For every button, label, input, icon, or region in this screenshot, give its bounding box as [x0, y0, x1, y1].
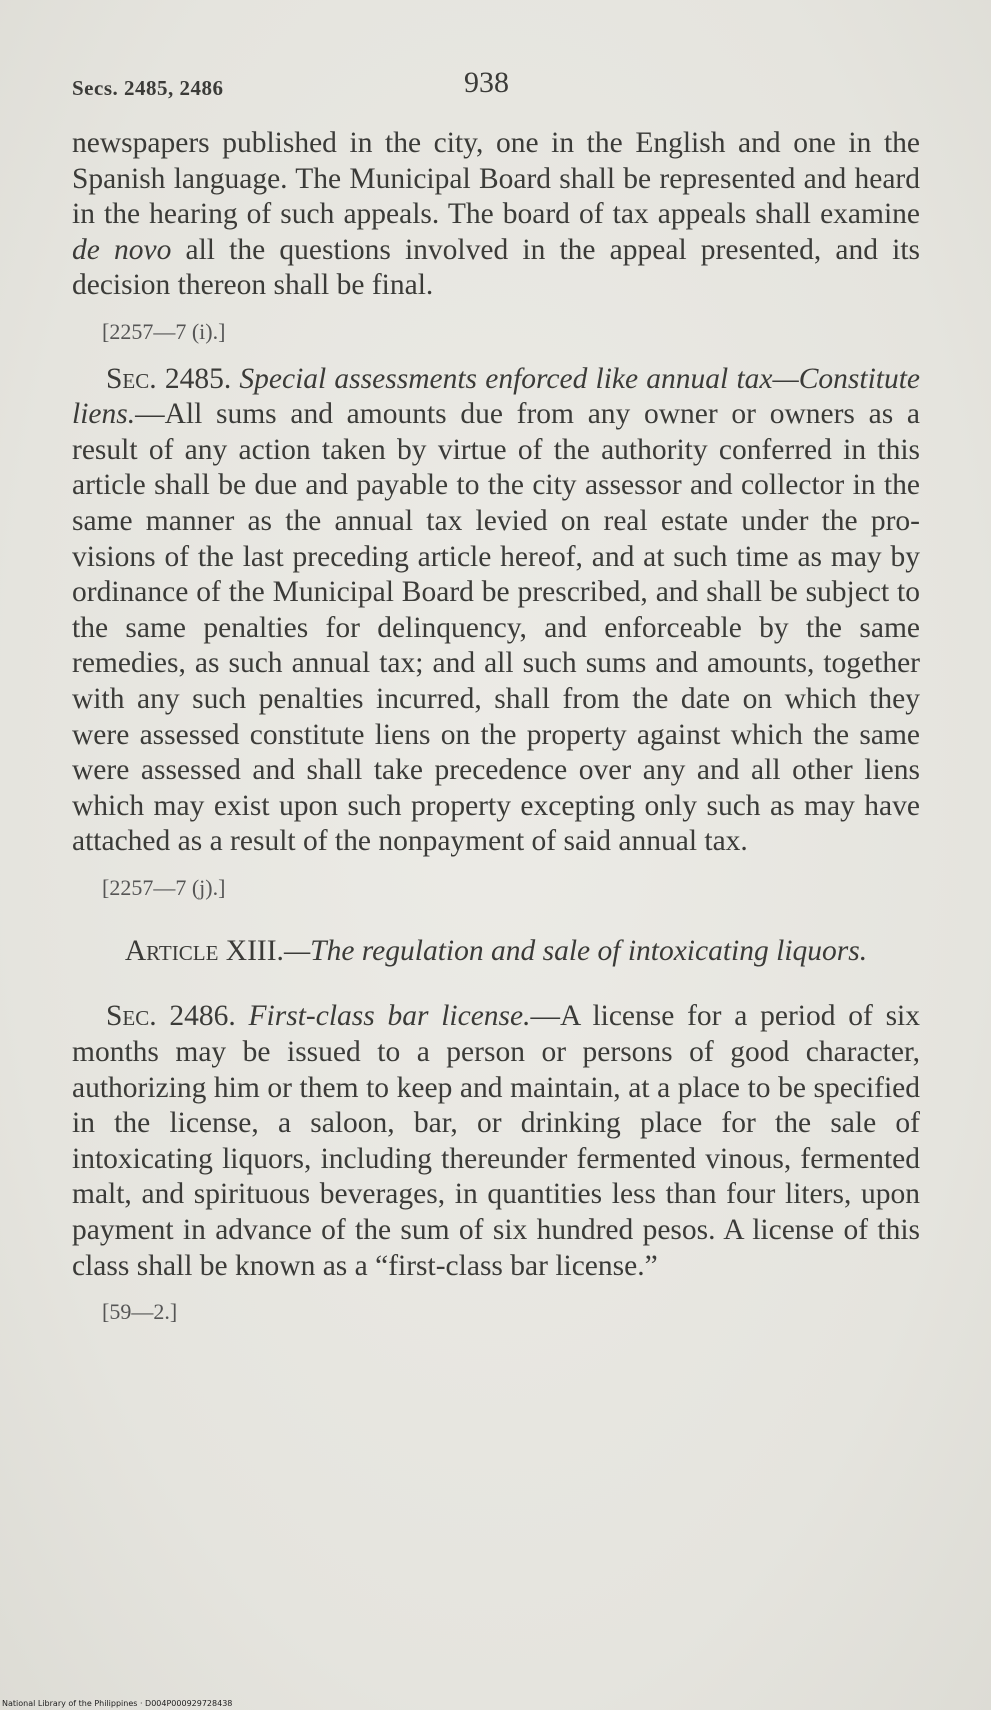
section-title: Special assessments enforced like annual tax—Constitute liens. — [72, 362, 921, 431]
section-body: —All sums and amounts due from any owner or owners as a result of any action taken by virtue of the authority conferred in this article shall be due and payable to the city assessor and collector in the same manner as the annual tax levied on real estate under the provisions of the last preceding article hereof, and at such time as may by ordinance of the Municipal Board be prescribed, and shall be subject to the same penalties for delinquency, and enforceable by the same remedies, as such annual tax; and all such sums and amounts, together with any such penalties incurred, shall from the date on which they were assessed constitute liens on the property against which the same were assessed and shall take precedence over any and all other liens which may exist upon such property excepting only such as may have attached as a result of the nonpayment of said annual tax. — [72, 398, 920, 858]
citation: [2257—7 (i).] — [102, 318, 226, 344]
section-2486 — [72, 999, 920, 1284]
section-label: Sec. 2485. — [106, 362, 232, 395]
scan-footer: National Library of the Philippines · D004P000929728438 — [2, 1699, 233, 1708]
paragraph-text: all the questions involved in the appeal presented, and its decision thereon shall be final. — [72, 233, 921, 302]
section-2485 — [72, 362, 920, 860]
section-body: —A license for a period of six months may be issued to a person or persons of good character, authorizing him or them to keep and maintain, at a place to be specified in the license, a saloon, bar, or drinking place for the sale of intoxicating liquors, including thereunder fermented vinous, fermented malt, and spirituous beverages, in quantities less than four liters, upon payment in advance of the sum of six hundred pesos. A license of this class shall be known as a “first-class bar license.” — [72, 1000, 921, 1282]
paragraph-continuation — [72, 126, 920, 304]
section-title: First-class bar license. — [248, 1000, 531, 1033]
article-heading — [72, 933, 920, 969]
section-reference: Secs. 2485, 2486 — [72, 76, 224, 100]
paragraph-text: newspapers published in the city, one in the English and one in the Spanish language. The Municipal Board shall be represented and heard in the hearing of such appeals. The board of tax appeals shall examine — [72, 127, 920, 231]
citation: [2257—7 (j).] — [102, 874, 226, 900]
page-number: 938 — [464, 66, 509, 99]
article-label: Article XIII. — [124, 935, 284, 968]
body-text — [72, 126, 920, 1342]
italic-phrase: de novo — [72, 233, 172, 266]
citation: [59—2.] — [102, 1299, 178, 1325]
running-head — [72, 66, 919, 106]
section-label: Sec. 2486. — [106, 1000, 236, 1033]
article-title: —The regulation and sale of intoxicating liquors. — [283, 935, 868, 968]
